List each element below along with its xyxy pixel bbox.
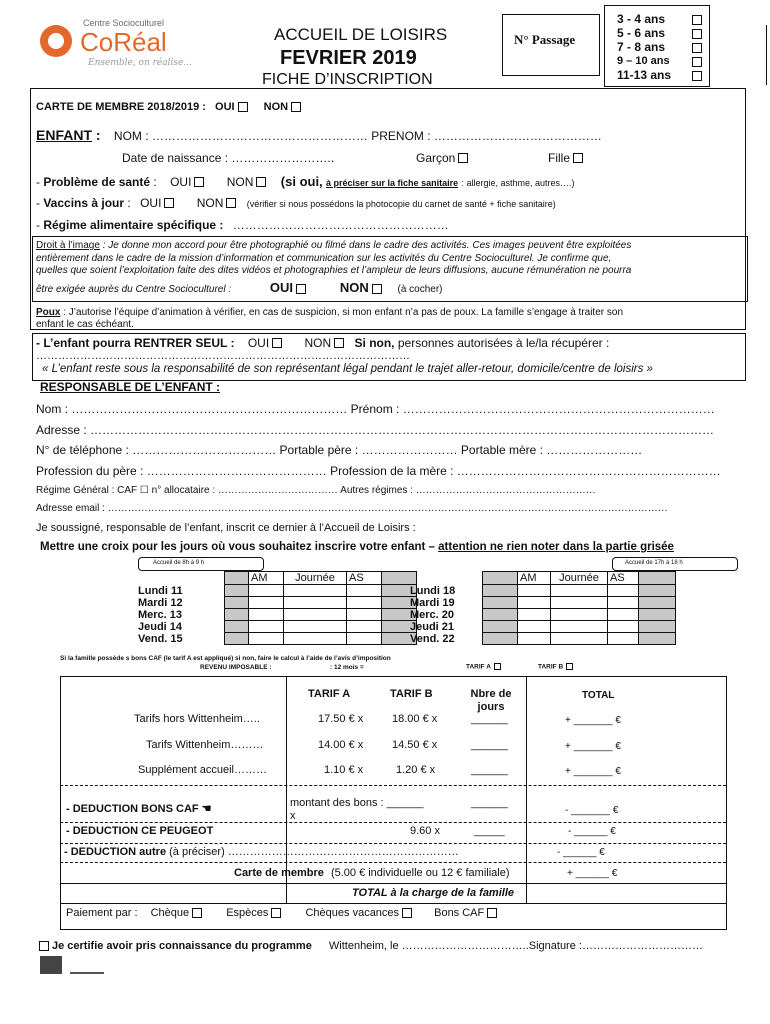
col-am: AM [249,572,284,585]
deduction-caf-nbre[interactable]: ______ [471,797,508,809]
enfant-title: ENFANT [36,127,92,143]
regime-field[interactable]: ……………………………………………… [232,218,449,232]
garcon-checkbox[interactable] [458,153,468,163]
sante-oui-checkbox[interactable] [194,177,204,187]
age-checkbox[interactable] [692,57,702,67]
sante-non-checkbox[interactable] [256,177,266,187]
age-item: 3 - 4 ans [617,12,666,26]
day-label: Jeudi 21 [410,620,455,633]
age-item: 7 - 8 ans [617,40,666,54]
tarif-b-value: 1.20 € x [396,764,436,776]
age-checkbox[interactable] [692,15,702,25]
header-title-3: FICHE D’INSCRIPTION [262,71,433,88]
age-box [604,5,710,87]
header-title-1: ACCUEIL DE LOISIRS [274,25,448,44]
deduction-peugeot-label: - DEDUCTION CE PEUGEOT [66,825,214,837]
header-title-2: FEVRIER 2019 [280,47,417,69]
age-checkbox[interactable] [692,29,702,39]
col-journee: Journée [284,572,347,585]
responsable-email[interactable]: Adresse email : …………………………………………………………………………………………………………………………………………………… [36,503,668,514]
deduction-peugeot-nbre[interactable]: _____ [474,825,505,837]
tarif-b-value: 14.50 € x [392,739,438,751]
deduction-caf-label: - DEDUCTION BONS CAF ☚ [66,803,212,815]
caf-tarif-b-checkbox[interactable] [566,663,573,670]
caf-tarif-a-checkbox[interactable] [494,663,501,670]
sante-line: - Problème de santé : OUI NON (si oui, à préciser sur la fiche sanitaire : allergie, asthme, autres….) [36,174,575,189]
planning-table-week1 [136,571,417,645]
carte-membre-row: Carte de membre (5.00 € individuelle ou 12 € familiale) [234,867,510,879]
rentrer-line: - L’enfant pourra RENTRER SEUL : OUI NON Si non, personnes autorisées à le/la récupérer : [36,336,610,350]
caf-tarif-a: TARIF A [466,663,504,671]
image-non-checkbox[interactable] [372,284,382,294]
tarif-a-value: 17.50 € x [318,713,364,725]
deduction-peugeot-total[interactable]: - ______ € [568,826,616,837]
tarif-total-field[interactable]: + _______ € [565,766,621,777]
col-journee: Journée [551,572,608,585]
day-label: Lundi 11 [138,584,183,597]
logo-tagline: Ensemble, on réalise... [88,58,192,68]
deduction-autre: - DEDUCTION autre (à préciser) ……………………………………………………… [64,846,459,858]
partner-logo-2-icon [70,958,104,974]
deduction-caf-x: x [290,810,296,822]
garcon-option: Garçon [416,151,471,165]
paiement-bons-checkbox[interactable] [487,908,497,918]
day-label: Vend. 15 [138,632,183,645]
enfant-nom-line: ENFANT : NOM : ……………………………………………… PRENOM : …………………………………… [36,127,602,143]
callout-right: Accueil de 17h à 18 h [612,557,738,571]
tarifs-header-b: TARIF B [390,688,433,700]
age-list [617,12,671,82]
poux-text: Poux : J’autorise l’équipe d’animation à vérifier, en cas de suspicion, si mon enfant n’a pas de poux. La famille s’engage à traiter son enfant le cas échéant. [36,307,624,330]
fille-checkbox[interactable] [573,153,583,163]
logo-name: CoRéal [80,27,167,57]
tarifs-header-a: TARIF A [308,688,351,700]
image-consent-line: être exigée auprès du Centre Socioculturel : OUI NON (à cocher) [36,280,443,295]
responsable-title: RESPONSABLE DE L’ENFANT : [40,380,221,394]
rentrer-non-checkbox[interactable] [334,338,344,348]
tarif-total-field[interactable]: + _______ € [565,741,621,752]
tarif-nbre-field[interactable]: ______ [471,713,508,725]
day-label: Mardi 12 [138,596,183,609]
certifie-line: Je certifie avoir pris connaissance du programme Wittenheim, le ……………………………..Signature :…………………………… [36,940,703,952]
rentrer-note: « L’enfant reste sous la responsabilité de son représentant légal pendant le trajet aller-retour, domicile/centre de loisirs » [42,363,653,375]
col-as: AS [608,572,639,585]
caf-note: Si la famille possède s bons CAF (le tarif A est appliqué) si non, faire le calcul à l’aide de l’avis d’imposition [60,655,391,662]
day-label: Jeudi 14 [138,620,183,633]
vaccins-oui-checkbox[interactable] [164,198,174,208]
tarif-b-value: 18.00 € x [392,713,438,725]
age-checkbox[interactable] [692,43,702,53]
responsable-regime[interactable]: Régime Général : CAF ☐ n° allocataire : ……………………………… Autres régimes : ……………………………………………… [36,485,596,496]
paiement-vacances-checkbox[interactable] [402,908,412,918]
day-label: Vend. 22 [410,632,455,645]
tarif-label: Tarifs Wittenheim……… [146,739,264,751]
total-famille: TOTAL à la charge de la famille [352,887,515,899]
responsable-tel[interactable]: N° de téléphone : ……………………………… Portable père : …………………… Portable mère : …………………… [36,443,643,457]
vaccins-non-checkbox[interactable] [226,198,236,208]
responsable-nom[interactable]: Nom : …………………………………………………………… Prénom : …………………………………………………………………… [36,402,715,416]
tarif-label: Tarifs hors Wittenheim….. [134,713,260,725]
deduction-caf-montant[interactable]: montant des bons : ______ [290,797,424,809]
col-as: AS [347,572,382,585]
tarif-nbre-field[interactable]: ______ [471,764,508,776]
tarifs-header-nbre: Nbre de jours [470,688,512,713]
caf-tarif-b: TARIF B [538,663,576,671]
passage-label: N° Passage [514,32,576,47]
callout-left: Accueil de 8h à 9 h [138,557,264,571]
tarif-a-value: 1.10 € x [324,764,364,776]
caf-mois: : 12 mois = [330,664,364,671]
deduction-autre-total[interactable]: - ______ € [557,847,605,858]
responsable-profession[interactable]: Profession du père : ……………………………………… Profession de la mère : ………………………………………………………… [36,464,721,478]
paiement-especes-checkbox[interactable] [271,908,281,918]
tarif-label: Supplément accueil……… [138,764,268,776]
passage-box [502,14,600,76]
day-label: Lundi 18 [410,584,456,597]
planning-table-week2 [408,571,676,645]
carte-membre-total[interactable]: + ______ € [567,868,618,879]
rentrer-oui-checkbox[interactable] [272,338,282,348]
rentrer-dots[interactable]: ………………………………………………………………………………………… [36,350,410,362]
tarif-a-value: 14.00 € x [318,739,364,751]
partner-logo-1-icon [40,956,62,974]
age-item: 11-13 ans [617,68,672,82]
col-am: AM [518,572,551,585]
image-oui-checkbox[interactable] [296,284,306,294]
tarif-total-field[interactable]: + _______ € [565,715,621,726]
tarifs-header-total: TOTAL [582,690,615,701]
paiement-line: Paiement par : Chèque Espèces Chèques vacances Bons CAF [66,907,500,919]
tarif-nbre-field[interactable]: ______ [471,739,508,751]
enfant-nom[interactable]: NOM : ……………………………………………… PRENOM : …………………………………… [113,129,602,143]
deduction-caf-total[interactable]: - _______ € [565,805,619,816]
logo-top-text: Centre Socioculturel [83,18,165,28]
day-label: Mardi 19 [410,596,455,609]
age-item: 9 – 10 ans [617,55,670,67]
image-text: Droit à l’image : Je donne mon accord pour être photographié ou filmé dans le cadre des activités. Ces images peuvent être exploitées entièrement dans le cadre de la mission d’information et communication sur les activités du Centre Socioculturel. Je confirme que, quelles que soient l’exploitation faite des dites vidéos et photographies et l’ampleur de leurs diffusions, aucune rémunération ne pourra [36,240,632,276]
age-item: 5 - 6 ans [617,26,666,40]
vaccins-line: - Vaccins à jour : OUI NON (vérifier si nous possédons la photocopie du carnet de santé + fiche sanitaire) [36,196,556,210]
day-label: Merc. 13 [138,608,183,621]
croix-instruction: Mettre une croix pour les jours où vous souhaitez inscrire votre enfant – attention ne rien noter dans la partie grisée [40,541,674,553]
paiement-cheque-checkbox[interactable] [192,908,202,918]
signature-line[interactable]: Wittenheim, le ……………………………..Signature :…………………………… [328,940,703,952]
day-label: Merc. 20 [410,608,455,621]
responsable-adresse[interactable]: Adresse : ………………………………………………………………………………………………………………………………………… [36,423,715,437]
soussigne-text: Je soussigné, responsable de l’enfant, inscrit ce dernier à l’Accueil de Loisirs : [36,522,416,534]
caf-revenu: REVENU IMPOSABLE : [200,664,272,671]
age-checkbox[interactable] [692,71,702,81]
enfant-naissance[interactable]: Date de naissance : …………………….. [122,151,335,165]
fille-option: Fille [548,151,586,165]
carte-membre: CARTE DE MEMBRE 2018/2019 : OUI NON [36,101,304,113]
certifie-checkbox[interactable] [39,941,49,951]
regime-line: - Régime alimentaire spécifique : ……………………………………………… [36,218,449,232]
deduction-peugeot-value: 9.60 x [410,825,440,837]
